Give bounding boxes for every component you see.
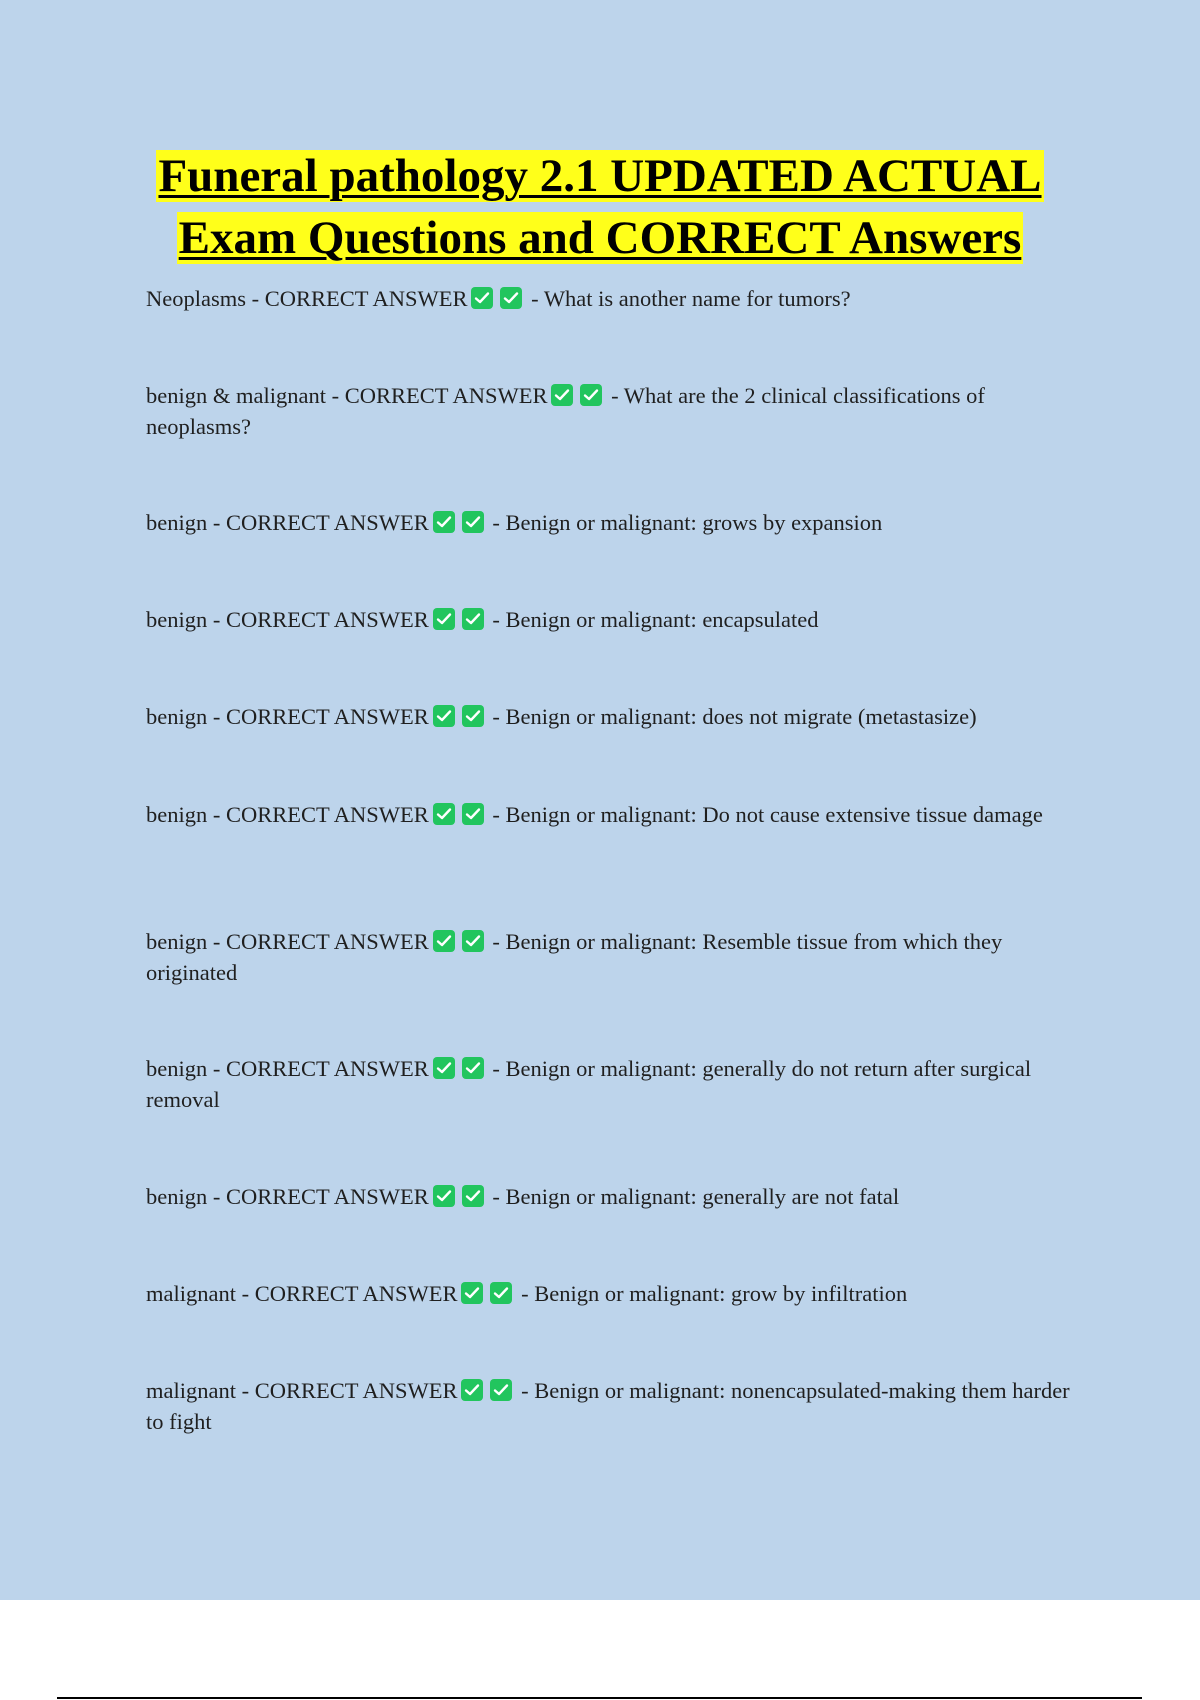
- correct-answer-label: - CORRECT ANSWER: [212, 704, 429, 729]
- qa-item: [146, 283, 1076, 314]
- checkmark-icon: [433, 511, 455, 533]
- checkmark-icon: [433, 1185, 455, 1207]
- correct-answer-label: - CORRECT ANSWER: [241, 1281, 458, 1306]
- question-text: - Benign or malignant: does not migrate (metastasize): [492, 704, 977, 729]
- checkmark-icon: [471, 287, 493, 309]
- checkmark-icon: [461, 1282, 483, 1304]
- qa-item: [146, 701, 1076, 732]
- document-title: [100, 145, 1100, 269]
- question-text: - Benign or malignant: nonencapsulated-making them harder to fight: [146, 1378, 1070, 1434]
- checkmark-icon: [490, 1379, 512, 1401]
- checkmark-icon: [462, 1057, 484, 1079]
- question-text: - Benign or malignant: Resemble tissue from which they originated: [146, 929, 1003, 985]
- question-text: - Benign or malignant: encapsulated: [492, 607, 819, 632]
- checkmark-icon: [433, 930, 455, 952]
- qa-item: [146, 1181, 1076, 1212]
- title-line-2: Exam Questions and CORRECT Answers: [178, 212, 1022, 264]
- correct-answer-label: - CORRECT ANSWER: [251, 286, 468, 311]
- checkmark-icon: [433, 705, 455, 727]
- qa-item: [146, 380, 1076, 442]
- checkmark-icon: [462, 608, 484, 630]
- correct-answer-label: - CORRECT ANSWER: [331, 383, 548, 408]
- answer-term: benign: [146, 510, 208, 535]
- checkmark-icon: [551, 384, 573, 406]
- question-text: - Benign or malignant: grows by expansion: [492, 510, 883, 535]
- checkmark-icon: [462, 1185, 484, 1207]
- checkmark-icon: [580, 384, 602, 406]
- qa-item: [146, 1278, 1076, 1309]
- checkmark-icon: [462, 930, 484, 952]
- correct-answer-label: - CORRECT ANSWER: [212, 607, 429, 632]
- question-text: - What is another name for tumors?: [531, 286, 851, 311]
- qa-item: [146, 1375, 1076, 1437]
- correct-answer-label: - CORRECT ANSWER: [212, 929, 429, 954]
- checkmark-icon: [433, 803, 455, 825]
- qa-item: [146, 1053, 1076, 1115]
- answer-term: benign & malignant: [146, 383, 326, 408]
- answer-term: benign: [146, 1056, 208, 1081]
- checkmark-icon: [500, 287, 522, 309]
- answer-term: malignant: [146, 1378, 236, 1403]
- answer-term: benign: [146, 607, 208, 632]
- footer-divider: [57, 1697, 1142, 1699]
- qa-item: [146, 799, 1076, 830]
- answer-term: malignant: [146, 1281, 236, 1306]
- checkmark-icon: [490, 1282, 512, 1304]
- answer-term: benign: [146, 704, 208, 729]
- answer-term: benign: [146, 1184, 208, 1209]
- question-text: - What are the 2 clinical classifications of neoplasms?: [146, 383, 985, 439]
- question-text: - Benign or malignant: Do not cause extensive tissue damage: [492, 802, 1043, 827]
- checkmark-icon: [433, 608, 455, 630]
- checkmark-icon: [462, 803, 484, 825]
- question-text: - Benign or malignant: generally do not return after surgical removal: [146, 1056, 1032, 1112]
- qa-item: [146, 926, 1076, 988]
- checkmark-icon: [433, 1057, 455, 1079]
- checkmark-icon: [461, 1379, 483, 1401]
- question-text: - Benign or malignant: generally are not fatal: [492, 1184, 900, 1209]
- title-line-1: Funeral pathology 2.1 UPDATED ACTUAL: [158, 150, 1042, 202]
- checkmark-icon: [462, 705, 484, 727]
- correct-answer-label: - CORRECT ANSWER: [212, 510, 429, 535]
- answer-term: benign: [146, 802, 208, 827]
- question-text: - Benign or malignant: grow by infiltration: [521, 1281, 908, 1306]
- answer-term: Neoplasms: [146, 286, 246, 311]
- qa-item: [146, 507, 1076, 538]
- answer-term: benign: [146, 929, 208, 954]
- correct-answer-label: - CORRECT ANSWER: [212, 1184, 429, 1209]
- correct-answer-label: - CORRECT ANSWER: [212, 1056, 429, 1081]
- qa-item: [146, 604, 1076, 635]
- correct-answer-label: - CORRECT ANSWER: [241, 1378, 458, 1403]
- checkmark-icon: [462, 511, 484, 533]
- correct-answer-label: - CORRECT ANSWER: [212, 802, 429, 827]
